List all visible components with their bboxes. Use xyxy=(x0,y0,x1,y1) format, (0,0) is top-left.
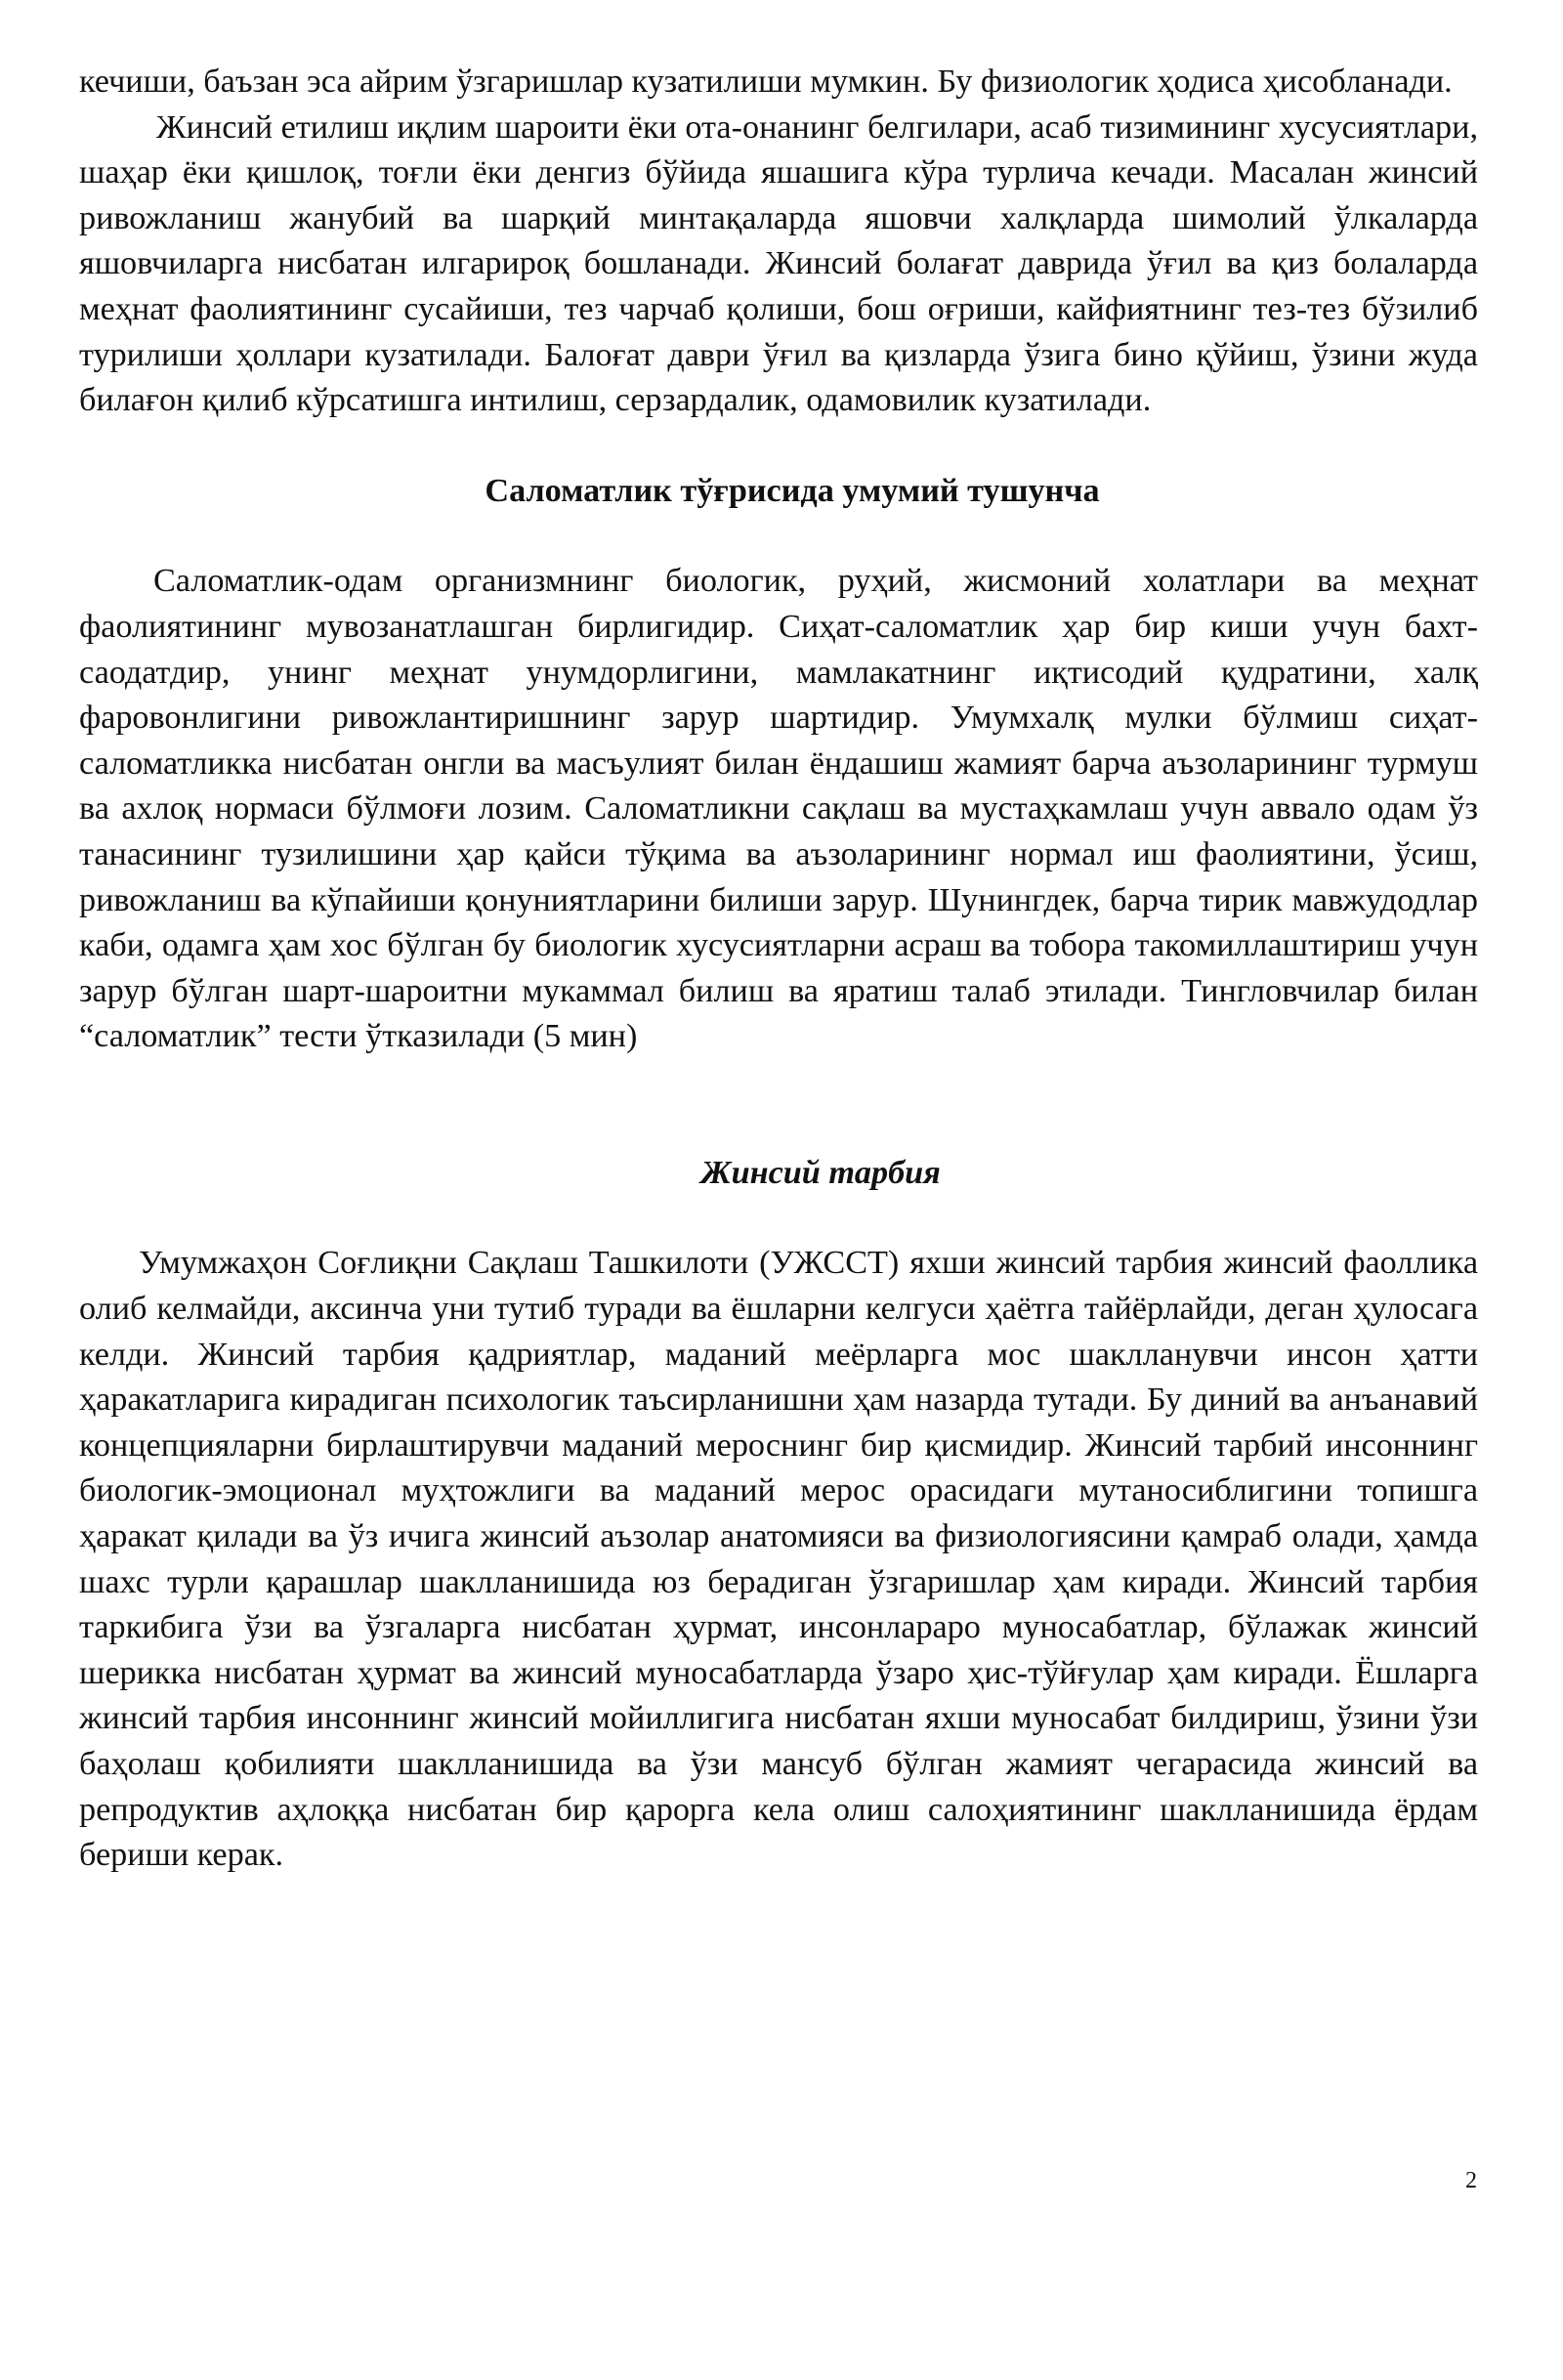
health-paragraph: Саломатлик-одам организмнинг биологик, руҳий, жисмоний холатлари ва меҳнат фаолиятининг мувозанатлашган бирлигидир. Сиҳат-саломатлик ҳар бир киши учун бахт-саодатдир, унинг меҳнат унумдорлигини, мамлакатнинг иқтисодий қудратини, халқ фаровонлигини ривожлантиришнинг зарур шартидир. Умумхалқ мулки бўлмиш сиҳат-саломатликка нисбатан онгли ва масъулият билан ёндашиш жамият барча аъзоларининг турмуш ва ахлоқ нормаси бўлмоғи лозим. Саломатликни сақлаш ва мустаҳкамлаш учун аввало одам ўз танасининг тузилишини ҳар қайси тўқима ва аъзоларининг нормал иш фаолиятини, ўсиш, ривожланиш ва кўпайиши қонуниятларини билиши зарур. Шунингдек, барча тирик мавжудодлар каби, одамга ҳам хос бўлган бу биологик хусусиятларни асраш ва тобора такомиллаштириш учун зарур бўлган шарт-шароитни мукаммал билиш ва яратиш талаб этилади. Тингловчилар билан “саломатлик” тести ўтказилади (5 мин) xyxy=(79,563,1478,1055)
page-number: 2 xyxy=(1465,2168,1477,2193)
sex-education-paragraph: Умумжаҳон Соғлиқни Сақлаш Ташкилоти (УЖССТ) яхши жинсий тарбия жинсий фаоллика олиб келмайди, аксинча уни тутиб туради ва ёшларни келгуси ҳаётга тайёрлайди, деган ҳулосага келди. Жинсий тарбия қадриятлар, маданий меёрларга мос шаклланувчи инсон ҳатти ҳаракатларига кирадиган психологик таъсирланишни ҳам назарда тутади. Бу диний ва анъанавий концепцияларни бирлаштирувчи маданий мероснинг бир қисмидир. Жинсий тарбий инсоннинг биологик-эмоционал муҳтожлиги ва маданий мерос орасидаги мутаносиблигини топишга ҳаракат қилади ва ўз ичига жинсий аъзолар анатомияси ва физиологиясини қамраб олади, ҳамда шахс турли қарашлар шаклланишида юз берадиган ўзгаришлар ҳам киради. Жинсий тарбия таркибига ўзи ва ўзгаларга нисбатан ҳурмат, инсонлараро муносабатлар, бўлажак жинсий шерикка нисбатан ҳурмат ва жинсий муносабатларда ўзаро ҳис-тўйғулар ҳам киради. Ёшларга жинсий тарбия инсоннинг жинсий мойиллигига нисбатан яхши муносабат билдириш, ўзини ўзи баҳолаш қобилияти шаклланишида ва ўзи мансуб бўлган жамият чегарасида жинсий ва репродуктив аҳлоққа нисбатан бир қарорга кела олиш салоҳиятининг шаклланишида ёрдам бериши керак. xyxy=(79,1245,1478,1874)
intro-paragraph: кечиши, баъзан эса айрим ўзгаришлар кузатилиши мумкин. Бу физиологик ҳодиса ҳисобланади. xyxy=(79,64,1453,100)
section-heading-health: Саломатлик тўғрисида умумий тушунча xyxy=(485,472,1100,509)
page-content xyxy=(79,60,1478,1879)
section-heading-sex-education: Жинсий тарбия xyxy=(700,1154,941,1191)
puberty-paragraph: Жинсий етилиш иқлим шароити ёки ота-онанинг белгилари, асаб тизимининг хусусиятлари, шаҳар ёки қишлоқ, тоғли ёки денгиз бўйида яшашига кўра турлича кечади. Масалан жинсий ривожланиш жанубий ва шарқий минтақаларда яшовчи халқларда шимолий ўлкаларда яшовчиларга нисбатан илгарироқ бошланади. Жинсий болағат даврида ўғил ва қиз болаларда меҳнат фаолиятининг сусайиши, тез чарчаб қолиши, бош оғриши, кайфиятнинг тез-тез бўзилиб турилиши ҳоллари кузатилади. Балоғат даври ўғил ва қизларда ўзига бино қўйиш, ўзини жуда билағон қилиб кўрсатишга интилиш, серзардалик, одамовилик кузатилади. xyxy=(79,108,1478,419)
